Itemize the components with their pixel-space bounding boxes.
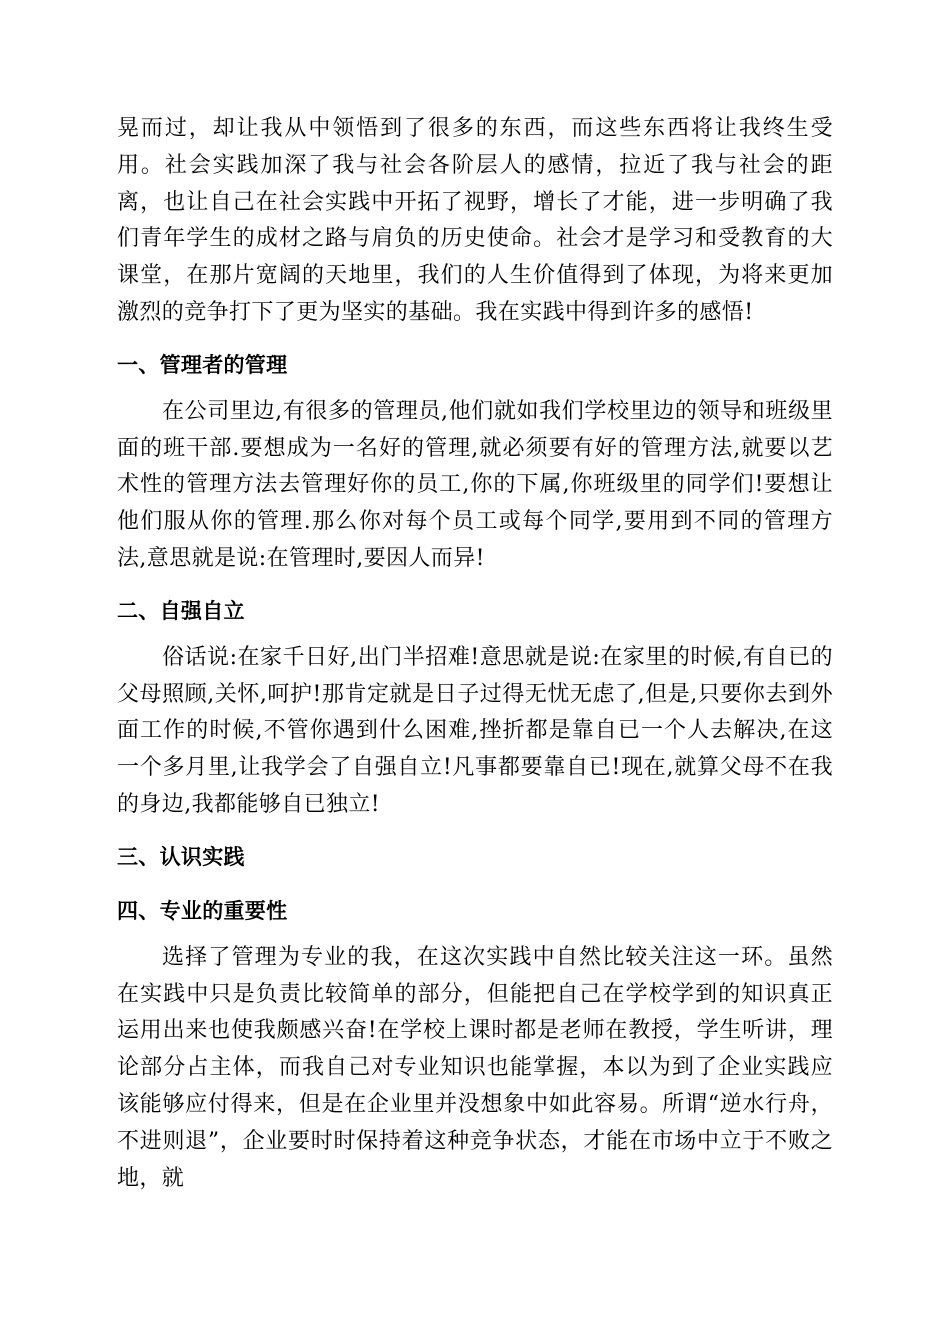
section-heading-importance-of-major: 四、专业的重要性 (117, 898, 288, 923)
section-heading-management: 一、管理者的管理 (117, 352, 288, 377)
section-heading-understanding-practice: 三、认识实践 (117, 844, 245, 869)
section-body-management: 在公司里边,有很多的管理员,他们就如我们学校里边的领导和班级里面的班干部.要想成为一名好的管理,就必须要有好的管理方法,就要以艺术性的管理方法去管理好你的员工,你的下属,你班级里的同学们!要想让他们服从你的管理.那么你对每个员工或每个同学,要用到不同的管理方法,意思就是说:在管理时,要因人而异! (117, 398, 833, 571)
section-body-importance-of-major: 选择了管理为专业的我，在这次实践中自然比较关注这一环。虽然在实践中只是负责比较简单的部分，但能把自己在学校学到的知识真正运用出来也使我颇感兴奋!在学校上课时都是老师在教授，学生听讲，理论部分占主体，而我自己对专业知识也能掌握，本以为到了企业实践应该能够应付得来，但是在企业里并没想象中如此容易。所谓“逆水行舟，不进则退”，企业要时时保持着这种竞争状态，才能在市场中立于不败之地，就 (117, 944, 833, 1191)
section-body-self-reliance: 俗话说:在家千日好,出门半招难!意思就是说:在家里的时候,有自已的父母照顾,关怀,呵护!那肯定就是日子过得无忧无虑了,但是,只要你去到外面工作的时候,不管你遇到什么困难,挫折都是靠自已一个人去解决,在这一个多月里,让我学会了自强自立!凡事都要靠自已!现在,就算父母不在我的身边,我都能够自已独立! (117, 644, 833, 817)
intro-paragraph: 晃而过，却让我从中领悟到了很多的东西，而这些东西将让我终生受用。社会实践加深了我与社会各阶层人的感情，拉近了我与社会的距离，也让自己在社会实践中开拓了视野，增长了才能，进一步明确了我们青年学生的成材之路与肩负的历史使命。社会才是学习和受教育的大课堂，在那片宽阔的天地里，我们的人生价值得到了体现，为将来更加激烈的竞争打下了更为坚实的基础。我在实践中得到许多的感悟! (117, 116, 833, 325)
section-heading-self-reliance: 二、自强自立 (117, 598, 245, 623)
document-body (117, 111, 833, 1197)
